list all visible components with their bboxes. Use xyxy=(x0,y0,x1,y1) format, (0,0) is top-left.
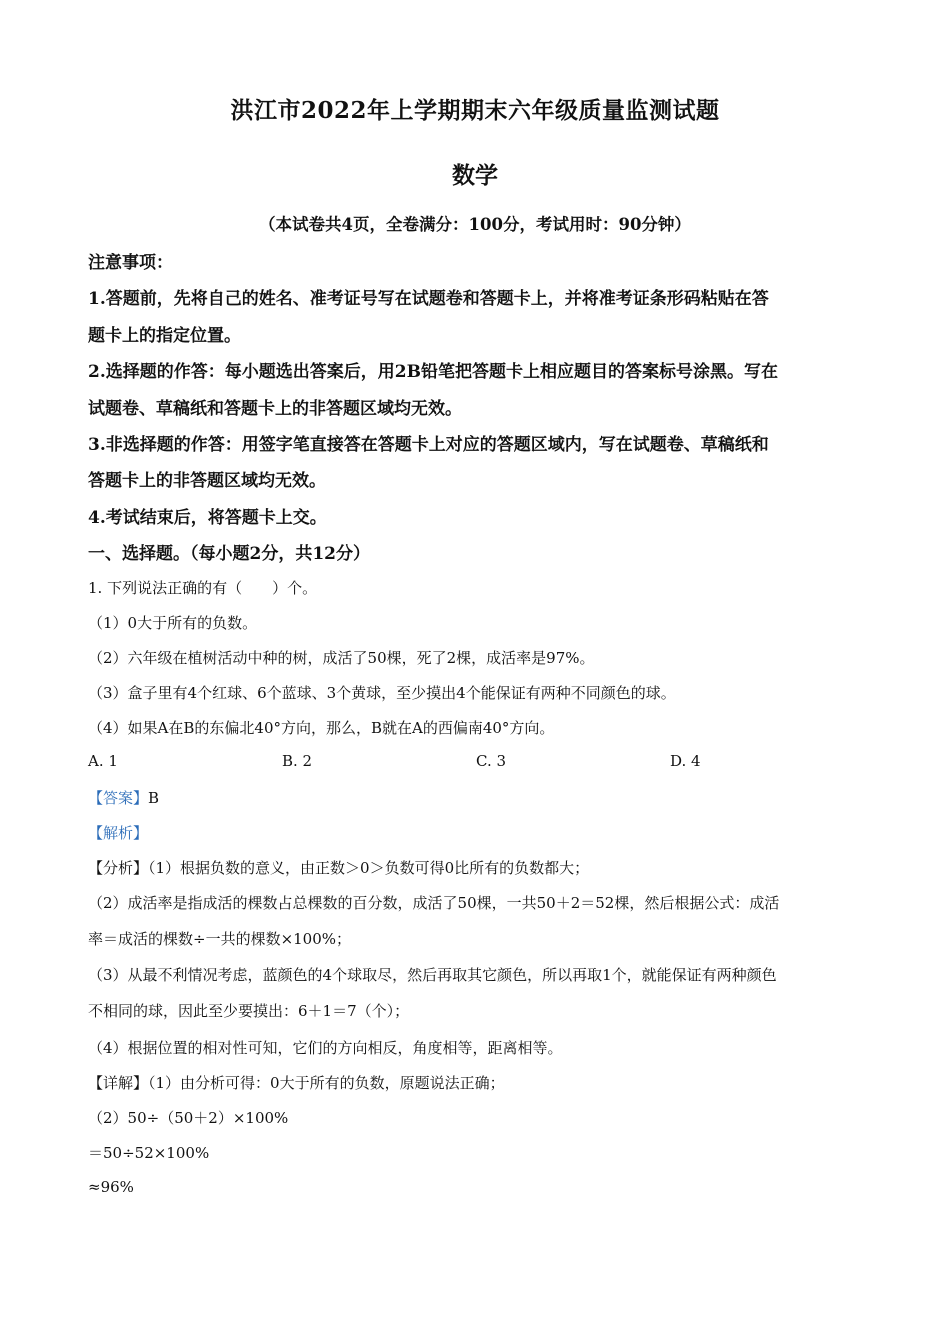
notice-line: 3.非选择题的作答：用签字笔直接答在答题卡上对应的答题区域内，写在试题卷、草稿纸和 xyxy=(88,435,769,455)
answer-label: 【答案】 xyxy=(88,789,149,807)
subject-title: 数学 xyxy=(452,162,498,189)
option-b: B. 2 xyxy=(282,752,313,770)
notice-line: 试题卷、草稿纸和答题卡上的非答题区域均无效。 xyxy=(88,399,462,419)
analysis-line: ≈96% xyxy=(88,1178,134,1196)
option-c: C. 3 xyxy=(476,752,507,770)
notice-line: 答题卡上的非答题区域均无效。 xyxy=(88,471,326,491)
exam-title: 洪江市2022年上学期期末六年级质量监测试题 xyxy=(230,97,720,124)
analysis-line: 【分析】（1）根据负数的意义，由正数＞0＞负数可得0比所有的负数都大； xyxy=(88,859,590,877)
notice-line: 1.答题前，先将自己的姓名、准考证号写在试题卷和答题卡上，并将准考证条形码粘贴在答 xyxy=(88,289,769,309)
analysis-line: （3）从最不利情况考虑，蓝颜色的4个球取尽，然后再取其它颜色，所以再取1个，就能保证有两种颜色 xyxy=(88,966,777,984)
option-d: D. 4 xyxy=(670,752,701,770)
answer-value: B xyxy=(148,789,160,807)
analysis-line: （4）根据位置的相对性可知，它们的方向相反，角度相等，距离相等。 xyxy=(88,1039,563,1057)
question-statement: （2）六年级在植树活动中种的树，成活了50棵，死了2棵，成活率是97%。 xyxy=(88,649,595,667)
analysis-line: ＝50÷52×100% xyxy=(88,1144,210,1162)
question-statement: （3）盒子里有4个红球、6个蓝球、3个黄球，至少摸出4个能保证有两种不同颜色的球。 xyxy=(88,684,676,702)
analysis-line: （2）成活率是指成活的棵数占总棵数的百分数，成活了50棵，一共50＋2＝52棵，然后根据公式：成活 xyxy=(88,894,780,912)
question-statement: （1）0大于所有的负数。 xyxy=(88,614,258,632)
answer-line xyxy=(88,787,159,808)
question-stem: 1. 下列说法正确的有（ ）个。 xyxy=(88,579,318,597)
analysis-line: 不相同的球，因此至少要摸出：6＋1＝7（个）； xyxy=(88,1002,410,1020)
notice-heading: 注意事项： xyxy=(88,253,173,273)
question-statement: （4）如果A在B的东偏北40°方向，那么，B就在A的西偏南40°方向。 xyxy=(88,719,555,737)
analysis-line: （2）50÷（50＋2）×100% xyxy=(88,1109,289,1127)
notice-line: 4.考试结束后，将答题卡上交。 xyxy=(88,508,327,528)
analysis-label: 【解析】 xyxy=(88,824,149,842)
notice-line: 题卡上的指定位置。 xyxy=(88,326,241,346)
exam-info: （本试卷共4页，全卷满分：100分，考试用时：90分钟） xyxy=(259,215,691,234)
analysis-line: 【详解】（1）由分析可得：0大于所有的负数，原题说法正确； xyxy=(88,1074,505,1092)
option-a: A. 1 xyxy=(88,752,118,770)
analysis-line: 率＝成活的棵数÷一共的棵数×100%； xyxy=(88,930,352,948)
section-heading: 一、选择题。（每小题2分，共12分） xyxy=(88,544,370,564)
notice-line: 2.选择题的作答：每小题选出答案后，用2B铅笔把答题卡上相应题目的答案标号涂黑。写在 xyxy=(88,362,778,382)
